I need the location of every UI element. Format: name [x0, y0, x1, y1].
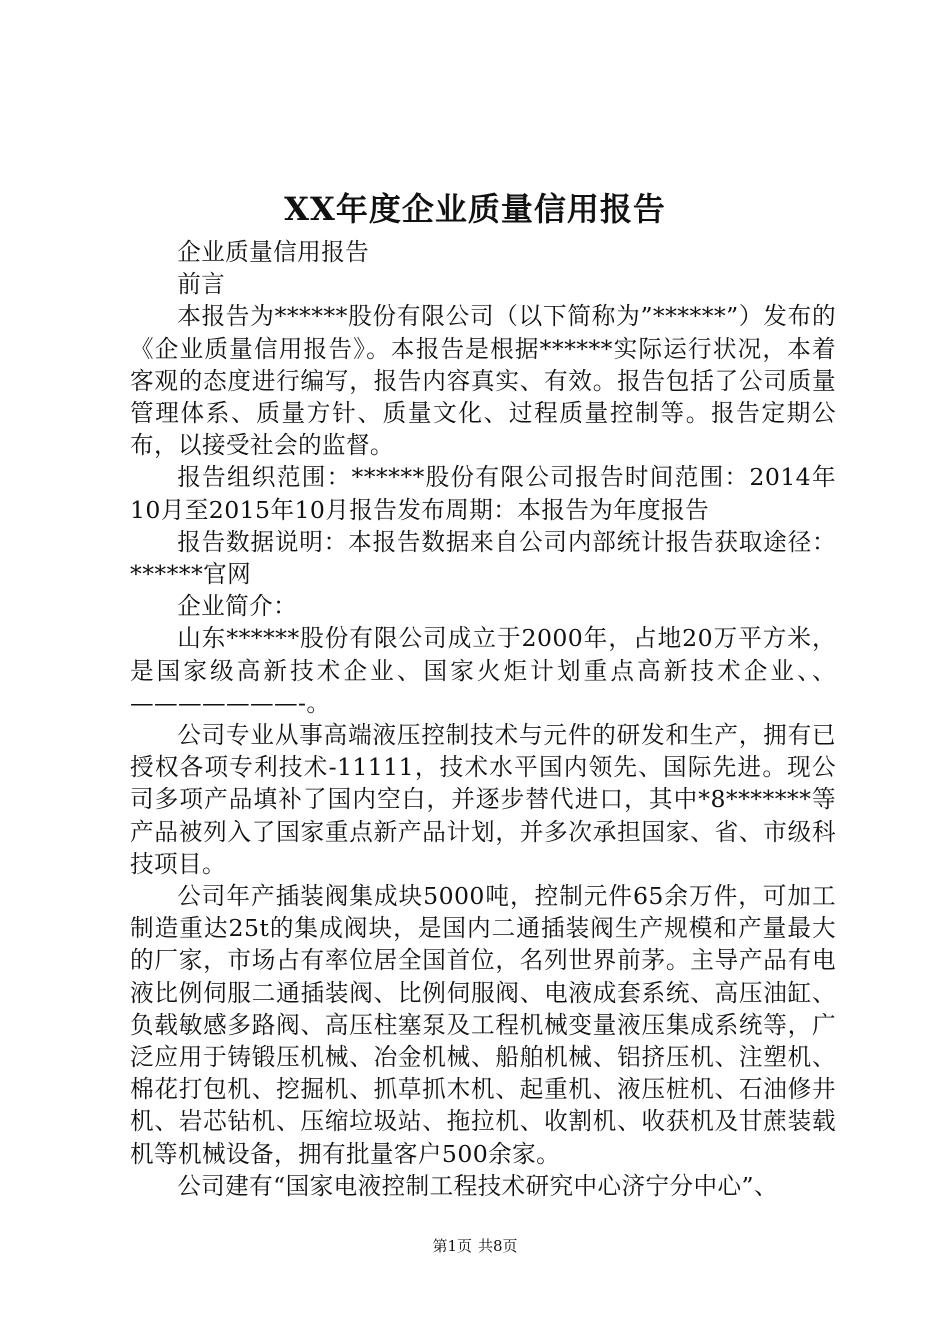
- paragraph: 公司专业从事高端液压控制技术与元件的研发和生产，拥有已授权各项专利技术-11111，技术水平国内领先、国际先进。现公司多项产品填补了国内空白，并逐步替代进口，其中*8*******等产品被列入了国家重点新产品计划，并多次承担国家、省、市级科技项目。: [130, 721, 836, 878]
- paragraph: 山东******股份有限公司成立于2000年，占地20万平方米，是国家级高新技术企业、国家火炬计划重点高新技术企业、、———————-。: [130, 624, 836, 717]
- document-body: [130, 236, 836, 1202]
- paragraph: 本报告为******股份有限公司（以下简称为”******”）发布的《企业质量信用报告》。本报告是根据******实际运行状况，本着客观的态度进行编写，报告内容真实、有效。报告包括了公司质量管理体系、质量方针、质量文化、过程质量控制等。报告定期公布，以接受社会的监督。: [130, 302, 836, 460]
- paragraph: 报告组织范围：******股份有限公司报告时间范围：2014年10月至2015年10月报告发布周期：本报告为年度报告: [130, 463, 836, 524]
- paragraph: 公司年产插装阀集成块5000吨，控制元件65余万件，可加工制造重达25t的集成阀块，是国内二通插装阀生产规模和产量最大的厂家，市场占有率位居全国首位，名列世界前茅。主导产品有电液比例伺服二通插装阀、比例伺服阀、电液成套系统、高压油缸、负载敏感多路阀、高压柱塞泵及工程机械变量液压集成系统等，广泛应用于铸锻压机械、冶金机械、船舶机械、铝挤压机、注塑机、棉花打包机、挖掘机、抓草抓木机、起重机、液压桩机、石油修井机、岩芯钻机、压缩垃圾站、拖拉机、收割机、收获机及甘蔗装载机等机械设备，拥有批量客户500余家。: [130, 882, 836, 1168]
- document-title: XX年度企业质量信用报告: [284, 190, 666, 228]
- paragraph: 公司建有“国家电液控制工程技术研究中心济宁分中心”、: [177, 1171, 778, 1200]
- paragraph: 报告数据说明：本报告数据来自公司内部统计报告获取途径：******官网: [130, 527, 836, 589]
- page-total: 共8页: [478, 1237, 518, 1255]
- company-intro-heading: 企业简介：: [177, 592, 298, 621]
- preface-heading: 前言: [177, 270, 226, 299]
- subtitle-paragraph: 企业质量信用报告: [177, 238, 370, 266]
- page-footer: [0, 1235, 950, 1257]
- page-number: 第1页: [432, 1237, 472, 1255]
